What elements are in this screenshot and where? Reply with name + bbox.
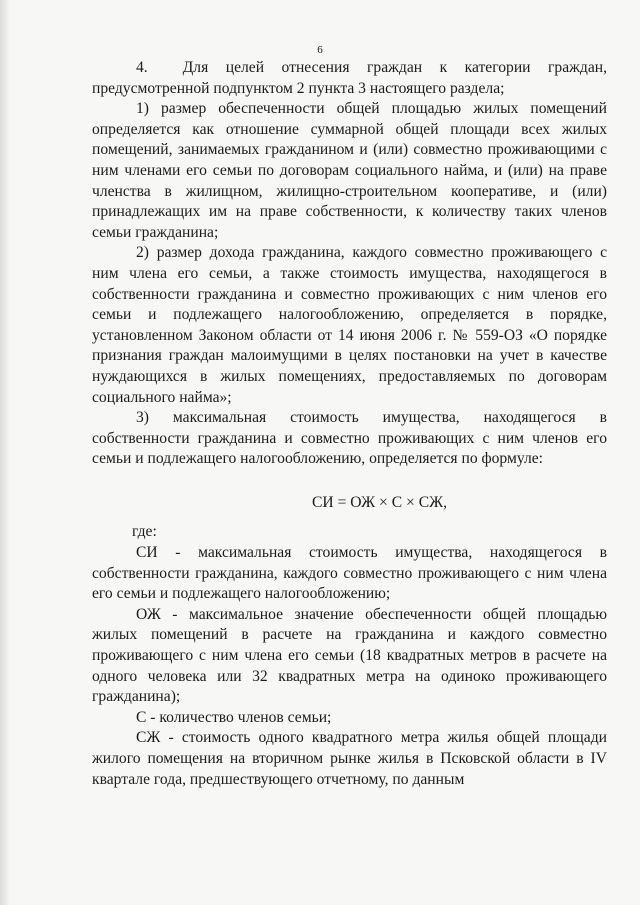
paragraph-4-intro: 4. Для целей отнесения граждан к категории граждан, предусмотренной подпунктом 2 пункта 3 настоящего раздела; <box>92 59 607 97</box>
paragraph-subitem-1: 1) размер обеспеченности общей площадью жилых помещений определяется как отношение суммарной общей площади всех жилых помещений, занимаемых гражданином и (или) совместно проживающими с ним членами его семьи по договорам социального найма, и (или) на праве членства в жилищном, жилищно-строительном кооперативе, и (или) принадлежащих им на праве собственности, к количеству таких членов семьи гражданина; <box>92 100 607 241</box>
definition-s: С - количество членов семьи; <box>136 708 332 726</box>
paragraph-subitem-2: 2) размер дохода гражданина, каждого совместно проживающего с ним члена его семьи, а также стоимость имущества, находящегося в собственности гражданина и совместно проживающих с ним членов его семьи и подлежащего налогообложению, определяется в порядке, установленном Законом области от 14 июня 2006 г. № 559-ОЗ «О порядке признания граждан малоимущими в целях постановки на учет в качестве нуждающихся в жилых помещениях, предоставляемых по договорам социального найма»; <box>92 244 607 406</box>
document-body <box>92 58 607 790</box>
formula: СИ = ОЖ × С × СЖ, <box>312 493 447 511</box>
where-label: где: <box>132 523 157 541</box>
paragraph-subitem-3: 3) максимальная стоимость имущества, находящегося в собственности гражданина и совместно проживающих с ним членов его семьи и подлежащего налогообложению, определяется по формуле: <box>92 409 607 468</box>
definition-si: СИ - максимальная стоимость имущества, находящегося в собственности гражданина, каждого совместно проживающего с ним члена его семьи и подлежащего налогообложению; <box>92 544 607 603</box>
definition-szh: СЖ - стоимость одного квадратного метра жилья общей площади жилого помещения на вторичном рынке жилья в Псковской области в IV квартале года, предшествующего отчетному, по данным <box>92 729 607 788</box>
scan-edge <box>0 0 10 905</box>
page-number: 6 <box>317 44 323 56</box>
definition-ozh: ОЖ - максимальное значение обеспеченности общей площадью жилых помещений в расчете на гражданина и каждого совместно проживающего с ним члена его семьи (18 квадратных метров в расчете на одного человека или 32 квадратных метра на одиноко проживающего гражданина); <box>92 605 607 706</box>
